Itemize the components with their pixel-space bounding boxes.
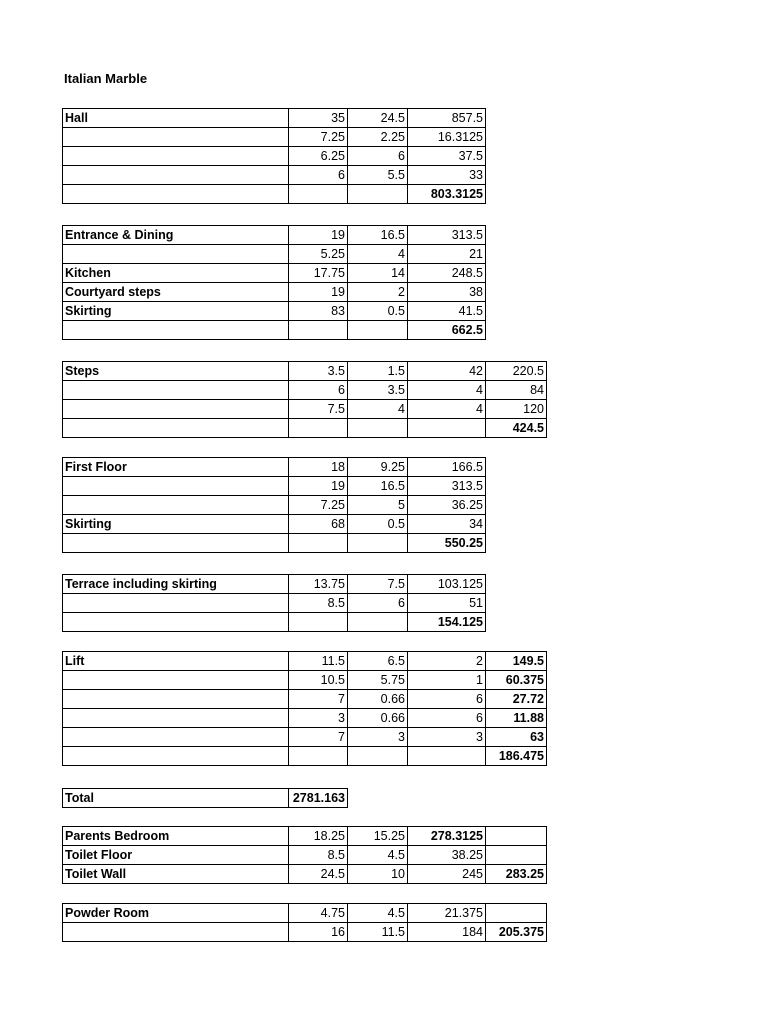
- table-row: [63, 827, 547, 846]
- value-cell[interactable]: [408, 419, 486, 438]
- value-cell[interactable]: 7.25: [289, 128, 348, 147]
- value-cell[interactable]: 41.5: [408, 302, 486, 321]
- value-cell[interactable]: 2: [348, 283, 408, 302]
- value-cell[interactable]: 1.5: [348, 362, 408, 381]
- value-cell[interactable]: 0.5: [348, 515, 408, 534]
- table-row: [63, 458, 486, 477]
- value-cell[interactable]: 6.25: [289, 147, 348, 166]
- value-cell[interactable]: 0.66: [348, 690, 408, 709]
- value-cell[interactable]: 16.3125: [408, 128, 486, 147]
- value-cell[interactable]: 60.375: [486, 671, 547, 690]
- table-row: [63, 594, 486, 613]
- value-cell[interactable]: 51: [408, 594, 486, 613]
- table-row: [63, 865, 547, 884]
- row-label-cell[interactable]: [63, 147, 289, 166]
- table-row: [63, 613, 486, 632]
- row-label-cell[interactable]: [63, 923, 289, 942]
- value-cell[interactable]: 166.5: [408, 458, 486, 477]
- value-cell[interactable]: [408, 747, 486, 766]
- table-row: [63, 321, 486, 340]
- value-cell[interactable]: 5.25: [289, 245, 348, 264]
- table-hall: [62, 108, 486, 204]
- value-cell[interactable]: 5: [348, 496, 408, 515]
- row-label-cell[interactable]: [63, 477, 289, 496]
- value-cell[interactable]: 2: [408, 652, 486, 671]
- value-cell[interactable]: 15.25: [348, 827, 408, 846]
- value-cell[interactable]: 662.5: [408, 321, 486, 340]
- table-row: [63, 264, 486, 283]
- table-row: [63, 245, 486, 264]
- row-label-cell[interactable]: Skirting: [63, 515, 289, 534]
- value-cell[interactable]: 2.25: [348, 128, 408, 147]
- value-cell[interactable]: 38.25: [408, 846, 486, 865]
- value-cell[interactable]: 4: [348, 245, 408, 264]
- row-label-cell[interactable]: Powder Room: [63, 904, 289, 923]
- value-cell[interactable]: 149.5: [486, 652, 547, 671]
- value-cell[interactable]: 24.5: [348, 109, 408, 128]
- value-cell[interactable]: 17.75: [289, 264, 348, 283]
- value-cell[interactable]: 84: [486, 381, 547, 400]
- row-label-cell[interactable]: Entrance & Dining: [63, 226, 289, 245]
- value-cell[interactable]: 313.5: [408, 477, 486, 496]
- value-cell[interactable]: 13.75: [289, 575, 348, 594]
- value-cell[interactable]: 33: [408, 166, 486, 185]
- value-cell[interactable]: 42: [408, 362, 486, 381]
- value-cell[interactable]: 857.5: [408, 109, 486, 128]
- table-row: [63, 362, 547, 381]
- value-cell[interactable]: 184: [408, 923, 486, 942]
- row-label-cell[interactable]: [63, 128, 289, 147]
- value-cell[interactable]: 0.66: [348, 709, 408, 728]
- value-cell[interactable]: 21: [408, 245, 486, 264]
- value-cell[interactable]: [486, 904, 547, 923]
- value-cell[interactable]: 313.5: [408, 226, 486, 245]
- row-label-cell[interactable]: Terrace including skirting: [63, 575, 289, 594]
- value-cell[interactable]: 4.5: [348, 846, 408, 865]
- value-cell[interactable]: 16.5: [348, 226, 408, 245]
- value-cell[interactable]: 0.5: [348, 302, 408, 321]
- table-terrace: [62, 574, 486, 632]
- row-label-cell[interactable]: [63, 400, 289, 419]
- table-parents-bedroom: [62, 826, 547, 884]
- value-cell[interactable]: 278.3125: [408, 827, 486, 846]
- row-label-cell[interactable]: [63, 166, 289, 185]
- row-label-cell[interactable]: Courtyard steps: [63, 283, 289, 302]
- value-cell[interactable]: 24.5: [289, 865, 348, 884]
- value-cell[interactable]: 186.475: [486, 747, 547, 766]
- value-cell[interactable]: [486, 827, 547, 846]
- value-cell[interactable]: [289, 185, 348, 204]
- value-cell[interactable]: 18.25: [289, 827, 348, 846]
- value-cell[interactable]: 120: [486, 400, 547, 419]
- value-cell[interactable]: 3: [348, 728, 408, 747]
- value-cell[interactable]: 7.25: [289, 496, 348, 515]
- row-label-cell[interactable]: [63, 690, 289, 709]
- row-label-cell[interactable]: [63, 185, 289, 204]
- value-cell[interactable]: 68: [289, 515, 348, 534]
- table-row: [63, 923, 547, 942]
- table-row: [63, 904, 547, 923]
- table-row: [63, 747, 547, 766]
- value-cell[interactable]: 205.375: [486, 923, 547, 942]
- value-cell[interactable]: 21.375: [408, 904, 486, 923]
- value-cell[interactable]: 283.25: [486, 865, 547, 884]
- value-cell[interactable]: 6: [289, 381, 348, 400]
- table-row: [63, 728, 547, 747]
- value-cell[interactable]: [289, 747, 348, 766]
- value-cell[interactable]: 16.5: [348, 477, 408, 496]
- row-label-cell[interactable]: [63, 496, 289, 515]
- row-label-cell[interactable]: Toilet Floor: [63, 846, 289, 865]
- table-row: [63, 381, 547, 400]
- value-cell[interactable]: 4.75: [289, 904, 348, 923]
- table-first-floor: [62, 457, 486, 553]
- value-cell[interactable]: [289, 613, 348, 632]
- value-cell[interactable]: 8.5: [289, 594, 348, 613]
- table-row: [63, 534, 486, 553]
- value-cell[interactable]: 7.5: [289, 400, 348, 419]
- table-row: [63, 419, 547, 438]
- value-cell[interactable]: 16: [289, 923, 348, 942]
- value-cell[interactable]: 6: [348, 594, 408, 613]
- value-cell[interactable]: 154.125: [408, 613, 486, 632]
- table-row: [63, 575, 486, 594]
- value-cell[interactable]: 8.5: [289, 846, 348, 865]
- row-label-cell[interactable]: Parents Bedroom: [63, 827, 289, 846]
- value-cell[interactable]: 6: [408, 709, 486, 728]
- value-cell[interactable]: 14: [348, 264, 408, 283]
- value-cell[interactable]: [486, 846, 547, 865]
- table-row: [63, 109, 486, 128]
- value-cell[interactable]: 83: [289, 302, 348, 321]
- row-label-cell[interactable]: [63, 594, 289, 613]
- value-cell[interactable]: 11.88: [486, 709, 547, 728]
- row-label-cell[interactable]: [63, 534, 289, 553]
- value-cell[interactable]: 3: [289, 709, 348, 728]
- row-label-cell[interactable]: [63, 728, 289, 747]
- value-cell[interactable]: 11.5: [289, 652, 348, 671]
- row-label-cell[interactable]: First Floor: [63, 458, 289, 477]
- value-cell[interactable]: 4: [348, 400, 408, 419]
- row-label-cell[interactable]: [63, 709, 289, 728]
- table-row: [63, 515, 486, 534]
- row-label-cell[interactable]: Toilet Wall: [63, 865, 289, 884]
- value-cell[interactable]: 3.5: [289, 362, 348, 381]
- value-cell[interactable]: 35: [289, 109, 348, 128]
- row-label-cell[interactable]: Hall: [63, 109, 289, 128]
- value-cell[interactable]: 5.5: [348, 166, 408, 185]
- table-row: [63, 128, 486, 147]
- table-row: [63, 671, 547, 690]
- value-cell[interactable]: 103.125: [408, 575, 486, 594]
- table-row: [63, 496, 486, 515]
- table-row: [63, 846, 547, 865]
- table-row: [63, 477, 486, 496]
- table-row: [63, 789, 348, 808]
- table-entrance-dining: [62, 225, 486, 340]
- table-row: [63, 185, 486, 204]
- value-cell[interactable]: 550.25: [408, 534, 486, 553]
- value-cell[interactable]: 36.25: [408, 496, 486, 515]
- table-row: [63, 652, 547, 671]
- value-cell[interactable]: 1: [408, 671, 486, 690]
- row-label-cell[interactable]: Steps: [63, 362, 289, 381]
- row-label-cell[interactable]: Lift: [63, 652, 289, 671]
- value-cell[interactable]: 18: [289, 458, 348, 477]
- value-cell[interactable]: [348, 321, 408, 340]
- row-label-cell[interactable]: [63, 321, 289, 340]
- row-label-cell[interactable]: Total: [63, 789, 289, 808]
- table-total: [62, 788, 348, 808]
- value-cell[interactable]: 245: [408, 865, 486, 884]
- value-cell[interactable]: 5.75: [348, 671, 408, 690]
- value-cell[interactable]: [289, 321, 348, 340]
- table-row: [63, 147, 486, 166]
- value-cell[interactable]: 7: [289, 728, 348, 747]
- row-label-cell[interactable]: Kitchen: [63, 264, 289, 283]
- value-cell[interactable]: 4.5: [348, 904, 408, 923]
- row-label-cell[interactable]: [63, 613, 289, 632]
- value-cell[interactable]: 2781.163: [289, 789, 348, 808]
- table-lift: [62, 651, 547, 766]
- row-label-cell[interactable]: Skirting: [63, 302, 289, 321]
- value-cell[interactable]: 19: [289, 477, 348, 496]
- row-label-cell[interactable]: [63, 245, 289, 264]
- value-cell[interactable]: [348, 613, 408, 632]
- value-cell[interactable]: 27.72: [486, 690, 547, 709]
- value-cell[interactable]: 803.3125: [408, 185, 486, 204]
- table-row: [63, 302, 486, 321]
- row-label-cell[interactable]: [63, 419, 289, 438]
- value-cell[interactable]: 19: [289, 226, 348, 245]
- value-cell[interactable]: 3: [408, 728, 486, 747]
- value-cell[interactable]: 6.5: [348, 652, 408, 671]
- value-cell[interactable]: 10: [348, 865, 408, 884]
- value-cell[interactable]: [348, 185, 408, 204]
- value-cell[interactable]: 38: [408, 283, 486, 302]
- table-powder-room: [62, 903, 547, 942]
- value-cell[interactable]: 34: [408, 515, 486, 534]
- value-cell[interactable]: 4: [408, 400, 486, 419]
- value-cell[interactable]: 9.25: [348, 458, 408, 477]
- page-title: Italian Marble: [64, 71, 148, 86]
- table-row: [63, 690, 547, 709]
- value-cell[interactable]: 7: [289, 690, 348, 709]
- value-cell[interactable]: 37.5: [408, 147, 486, 166]
- value-cell[interactable]: 220.5: [486, 362, 547, 381]
- table-steps: [62, 361, 547, 438]
- value-cell[interactable]: 6: [289, 166, 348, 185]
- row-label-cell[interactable]: [63, 381, 289, 400]
- row-label-cell[interactable]: [63, 747, 289, 766]
- value-cell[interactable]: [348, 534, 408, 553]
- value-cell[interactable]: 424.5: [486, 419, 547, 438]
- table-row: [63, 400, 547, 419]
- value-cell[interactable]: 11.5: [348, 923, 408, 942]
- value-cell[interactable]: [289, 419, 348, 438]
- row-label-cell[interactable]: [63, 671, 289, 690]
- value-cell[interactable]: 10.5: [289, 671, 348, 690]
- table-row: [63, 709, 547, 728]
- value-cell[interactable]: 248.5: [408, 264, 486, 283]
- value-cell[interactable]: 6: [348, 147, 408, 166]
- value-cell[interactable]: [348, 419, 408, 438]
- table-row: [63, 166, 486, 185]
- value-cell[interactable]: [348, 747, 408, 766]
- value-cell[interactable]: 4: [408, 381, 486, 400]
- value-cell[interactable]: 7.5: [348, 575, 408, 594]
- table-row: [63, 283, 486, 302]
- value-cell[interactable]: 19: [289, 283, 348, 302]
- value-cell[interactable]: 6: [408, 690, 486, 709]
- table-row: [63, 226, 486, 245]
- value-cell[interactable]: [289, 534, 348, 553]
- value-cell[interactable]: 3.5: [348, 381, 408, 400]
- value-cell[interactable]: 63: [486, 728, 547, 747]
